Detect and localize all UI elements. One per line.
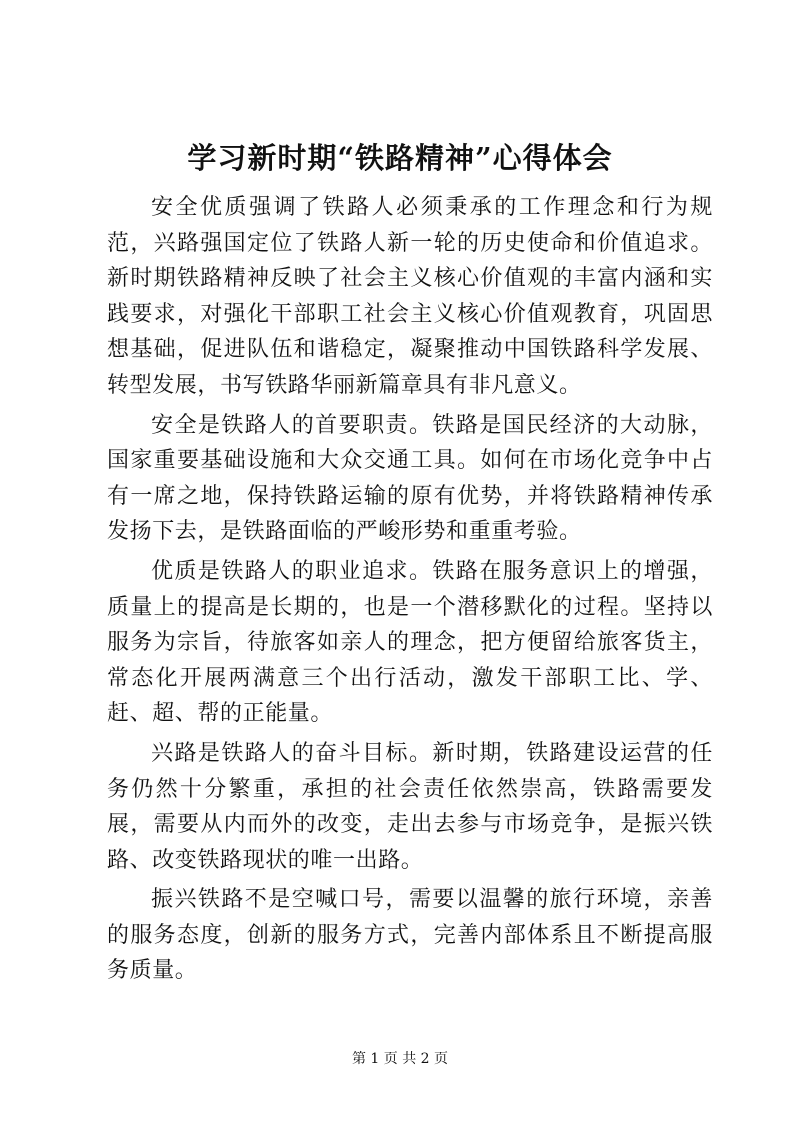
paragraph-1: 安全优质强调了铁路人必须秉承的工作理念和行为规范，兴路强国定位了铁路人新一轮的历史使命和价值追求。新时期铁路精神反映了社会主义核心价值观的丰富内涵和实践要求，对强化干部职工社会主义核心价值观教育，巩固思想基础，促进队伍和谐稳定，凝聚推动中国铁路科学发展、转型发展，书写铁路华丽新篇章具有非凡意义。: [107, 195, 713, 398]
page-footer: 第 1 页 共 2 页: [351, 1051, 449, 1067]
document-body: [107, 190, 713, 993]
document-title: 学习新时期“铁路精神”心得体会: [187, 141, 613, 175]
paragraph-4: 兴路是铁路人的奋斗目标。新时期，铁路建设运营的任务仍然十分繁重，承担的社会责任依然崇高，铁路需要发展，需要从内而外的改变，走出去参与市场竞争，是振兴铁路、改变铁路现状的唯一出路。: [107, 740, 713, 873]
paragraph-5: 振兴铁路不是空喊口号，需要以温馨的旅行环境，亲善的服务态度，创新的服务方式，完善内部体系且不断提高服务质量。: [107, 887, 713, 984]
paragraph-2: 安全是铁路人的首要职责。铁路是国民经济的大动脉，国家重要基础设施和大众交通工具。如何在市场化竞争中占有一席之地，保持铁路运输的原有优势，并将铁路精神传承发扬下去，是铁路面临的严峻形势和重重考验。: [107, 412, 713, 545]
paragraph-3: 优质是铁路人的职业追求。铁路在服务意识上的增强，质量上的提高是长期的，也是一个潜移默化的过程。坚持以服务为宗旨，待旅客如亲人的理念，把方便留给旅客货主，常态化开展两满意三个出行活动，激发干部职工比、学、赶、超、帮的正能量。: [107, 558, 713, 727]
